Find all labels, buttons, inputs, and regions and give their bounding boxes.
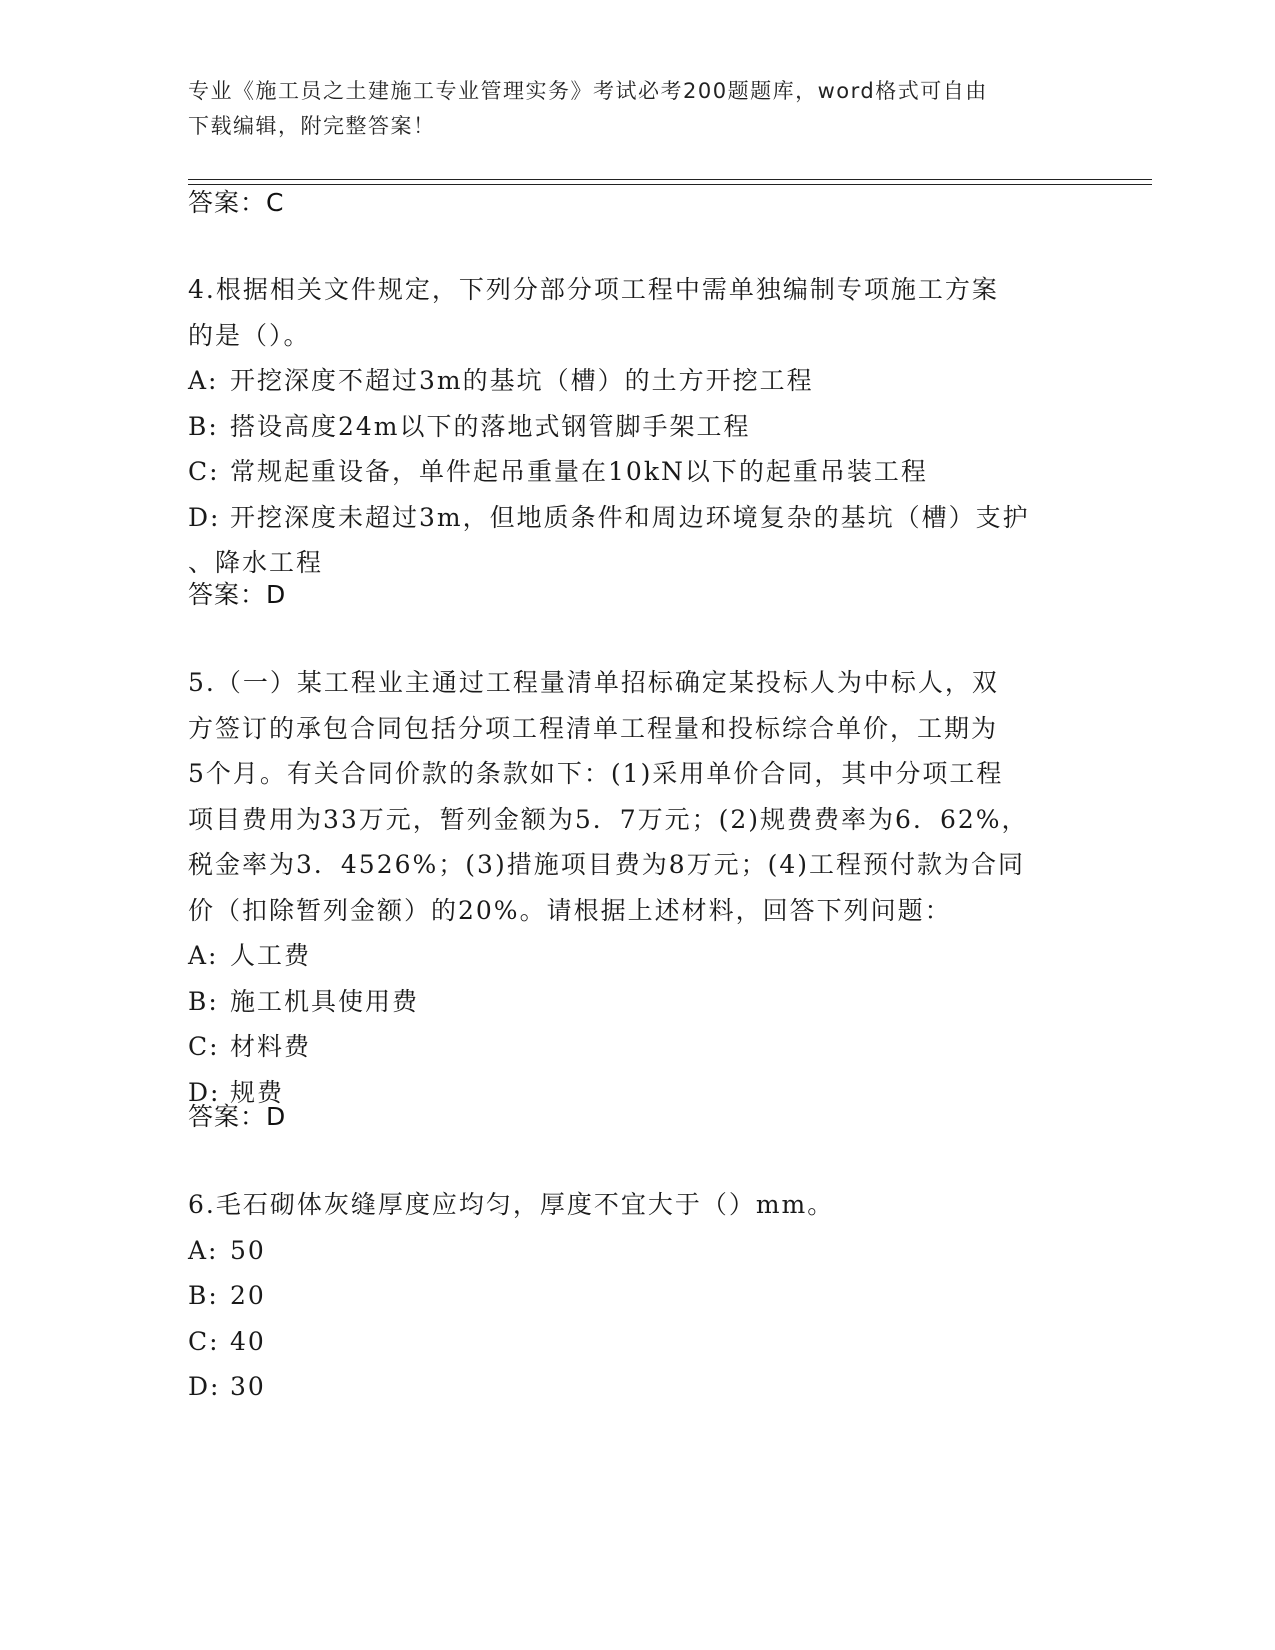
question-5-option-d <box>188 1070 1088 1116</box>
option-text: 人工费 <box>230 941 312 970</box>
question-5-answer: 答案：D <box>188 1102 287 1131</box>
answer-previous-question: 答案：C <box>188 188 285 217</box>
option-text: 50 <box>230 1235 266 1265</box>
question-4-stem-line-1: 4.根据相关文件规定，下列分部分项工程中需单独编制专项施工方案 <box>188 275 999 304</box>
question-4 <box>188 267 1088 586</box>
option-key: A: <box>188 1235 219 1265</box>
question-4-stem-line-2: 的是（）。 <box>188 320 311 350</box>
question-6-option-d <box>188 1364 1088 1410</box>
option-key: D: <box>188 1077 221 1107</box>
option-text: 材料费 <box>230 1032 312 1061</box>
option-key: A: <box>188 366 219 395</box>
question-4-option-c <box>188 449 1088 495</box>
question-5-option-b <box>188 979 1088 1025</box>
option-text: 搭设高度24m以下的落地式钢管脚手架工程 <box>230 411 751 441</box>
question-5 <box>188 660 1088 1115</box>
option-key: D: <box>188 1372 221 1401</box>
question-5-option-c <box>188 1024 1088 1070</box>
document-header <box>188 74 1088 144</box>
option-key: C: <box>188 1326 220 1356</box>
question-5-stem-line-4: 项目费用为33万元，暂列金额为5．7万元；(2)规费费率为6．62%， <box>188 804 1029 834</box>
question-6 <box>188 1182 1088 1410</box>
question-4-option-d <box>188 495 1088 541</box>
question-5-stem-line-1: 5.（一）某工程业主通过工程量清单招标确定某投标人为中标人，双 <box>188 668 999 697</box>
question-5-stem-line-2: 方签订的承包合同包括分项工程清单工程量和投标综合单价，工期为 <box>188 713 999 743</box>
option-text: 施工机具使用费 <box>230 986 420 1016</box>
question-5-stem-line-3: 5个月。有关合同价款的条款如下：(1)采用单价合同，其中分项工程 <box>188 759 1004 788</box>
option-key: D: <box>188 502 221 532</box>
option-key: B: <box>188 411 219 441</box>
header-rule-bottom <box>188 184 1152 185</box>
option-key: C: <box>188 457 220 486</box>
option-key: B: <box>188 986 219 1016</box>
question-4-option-d-continuation: 、降水工程 <box>188 548 324 577</box>
option-text: 常规起重设备，单件起吊重量在10kN以下的起重吊装工程 <box>230 457 928 486</box>
question-5-option-a <box>188 933 1088 979</box>
header-rule-top <box>188 179 1152 180</box>
option-text: 40 <box>230 1326 266 1356</box>
option-key: B: <box>188 1281 219 1310</box>
option-text: 20 <box>230 1281 266 1310</box>
question-6-stem: 6.毛石砌体灰缝厚度应均匀，厚度不宜大于（）mm。 <box>188 1190 835 1219</box>
question-4-option-b <box>188 404 1088 450</box>
option-text: 开挖深度未超过3m，但地质条件和周边环境复杂的基坑（槽）支护 <box>230 502 1030 532</box>
header-line-2: 下载编辑，附完整答案！ <box>188 114 436 138</box>
option-key: A: <box>188 941 219 970</box>
option-text: 规费 <box>230 1077 285 1107</box>
question-6-option-b <box>188 1273 1088 1319</box>
question-6-option-a <box>188 1228 1088 1274</box>
question-5-stem-line-5: 税金率为3．4526%；(3)措施项目费为8万元；(4)工程预付款为合同 <box>188 850 1026 879</box>
question-4-answer: 答案：D <box>188 580 287 609</box>
question-5-stem-line-6: 价（扣除暂列金额）的20%。请根据上述材料，回答下列问题： <box>188 895 952 925</box>
option-key: C: <box>188 1032 220 1061</box>
header-line-1: 专业《施工员之土建施工专业管理实务》考试必考200题题库，word格式可自由 <box>188 79 988 103</box>
option-text: 30 <box>230 1372 266 1401</box>
option-text: 开挖深度不超过3m的基坑（槽）的土方开挖工程 <box>230 366 814 395</box>
question-6-option-c <box>188 1319 1088 1365</box>
question-4-option-a <box>188 358 1088 404</box>
